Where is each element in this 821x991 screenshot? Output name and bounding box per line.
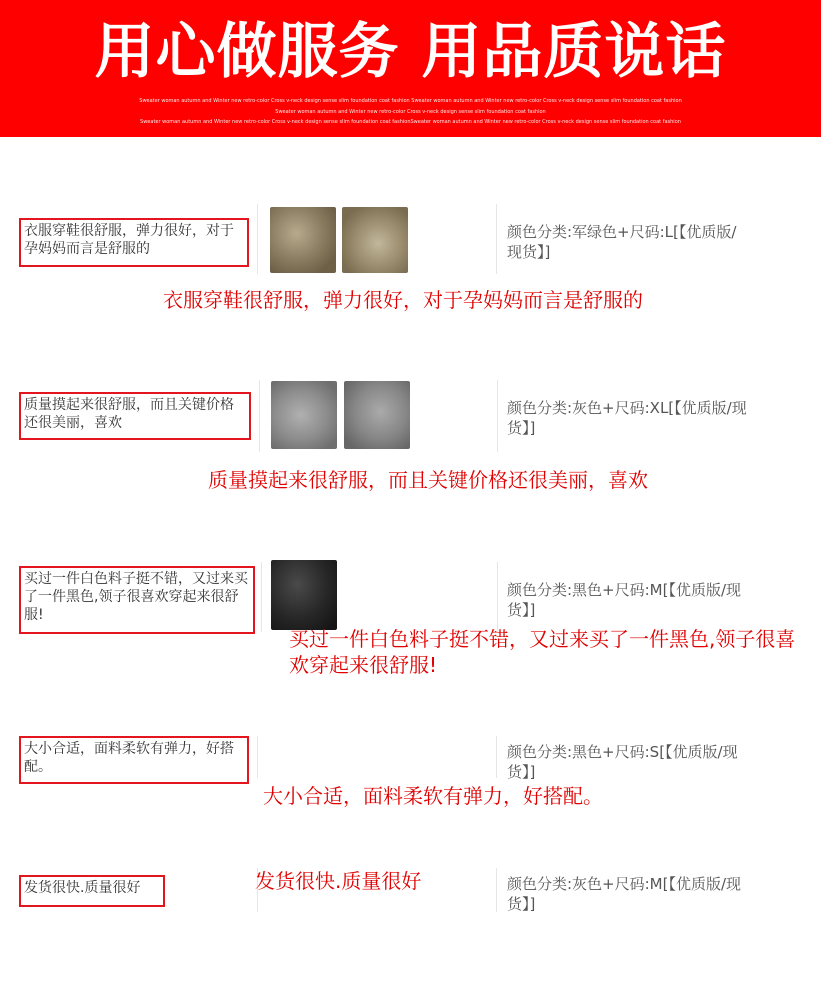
review-comment-box [19,875,165,907]
review-photo[interactable] [270,207,336,273]
divider [257,204,258,274]
banner-title: 用心做服务 用品质说话 [94,17,727,87]
review-photo[interactable] [271,560,337,630]
review-item [0,560,821,680]
review-item [0,864,821,924]
divider [497,380,498,452]
review-comment-text: 质量摸起来很舒服，而且关键价格还很美丽，喜欢 [24,397,234,431]
review-comment-box [19,566,255,634]
review-comment-box [19,392,251,440]
review-photo[interactable] [344,381,410,449]
review-item [0,734,821,834]
divider [257,736,258,778]
red-annotation: 买过一件白色料子挺不错，又过来买了一件黑色,领子很喜欢穿起来很舒服! [289,627,796,677]
divider [261,562,262,632]
divider [259,380,260,452]
divider [497,562,498,632]
sku-info: 颜色分类:灰色+尺码:XL[【优质版/现货】] [507,399,747,437]
divider [496,204,497,274]
banner-subtitle-line: Sweater woman autumn and Winter new retro-color Cross v-neck design sense slim foundation coat fashion [275,109,546,115]
review-photo[interactable] [342,207,408,273]
review-comment-box [19,736,249,784]
sku-info: 颜色分类:灰色+尺码:M[【优质版/现货】] [507,875,742,913]
red-annotation: 质量摸起来很舒服，而且关键价格还很美丽，喜欢 [208,468,648,492]
sku-info: 颜色分类:军绿色+尺码:L[【优质版/现货】] [507,223,737,261]
sku-info: 颜色分类:黑色+尺码:M[【优质版/现货】] [507,581,742,619]
review-photo[interactable] [271,381,337,449]
red-annotation: 发货很快.质量很好 [255,869,422,893]
review-comment-text: 发货很快.质量很好 [24,880,141,896]
banner-subtitle-line: Sweater woman autumn and Winter new retro-color Cross v-neck design sense slim foundation coat fashionSweater woman autumn and Winter new retro-color Cross v-neck design sense slim foundation coat fashion [140,119,681,125]
review-comment-box [19,218,249,267]
sku-info: 颜色分类:黑色+尺码:S[【优质版/现货】] [507,743,738,781]
banner-subtitle-line: Sweater woman autumn and Winter new retro-color Cross v-neck design sense slim foundation coat fashion Sweater woman autumn and Winter new retro-color Cross v-neck design sense slim foundation coat fashion [139,98,682,104]
review-comment-text: 衣服穿鞋很舒服，弹力很好，对于孕妈妈而言是舒服的 [24,223,234,257]
review-comment-text: 大小合适，面料柔软有弹力，好搭配。 [24,741,234,775]
review-item [0,200,821,310]
red-annotation: 衣服穿鞋很舒服，弹力很好，对于孕妈妈而言是舒服的 [163,288,643,312]
review-comment-text: 买过一件白色料子挺不错，又过来买了一件黑色,领子很喜欢穿起来很舒服! [24,571,248,623]
divider [496,868,497,912]
red-annotation: 大小合适，面料柔软有弹力，好搭配。 [263,784,603,808]
review-item [0,378,821,498]
header-banner [0,0,821,137]
divider [496,736,497,778]
